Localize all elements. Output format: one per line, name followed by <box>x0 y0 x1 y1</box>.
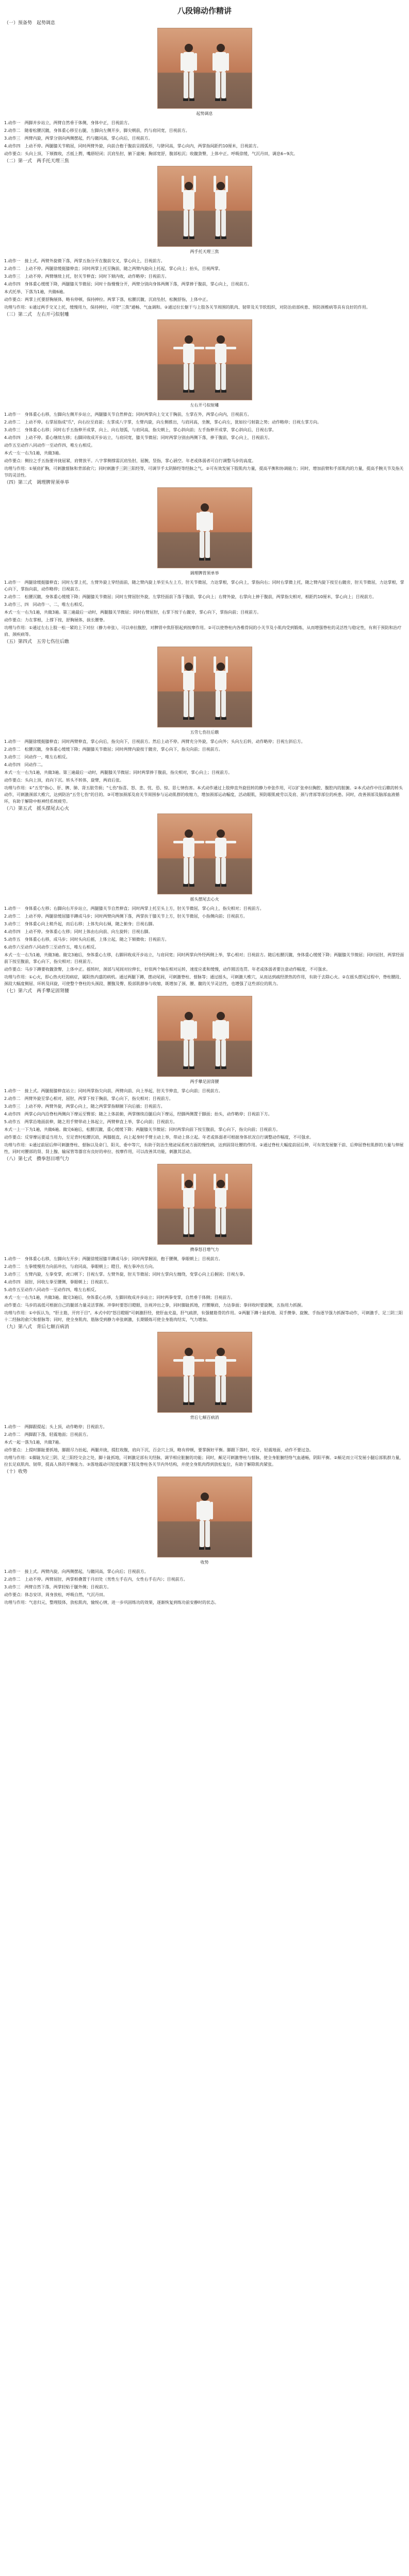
paragraph: 动作要点：上提时脚趾要抓地，脚跟尽力抬起，两腿并拢，提肛收腹，肩向下沉，百会穴上顶，略有停顿，要掌握好平衡。脚跟下落时，咬牙，轻震地面，动作不要过急。 <box>4 1448 314 1452</box>
paragraph: 功理与作用：①"五劳"指心、肝、脾、肺、肾五脏劳损；"七伤"指喜、怒、悲、忧、恐、惊、思七情伤害。本式动作通过上肢伸直外旋扭转的静力牵张作用，可以扩张牵拉胸腔、腹腔内的脏腑。②本式动作中往后瞧的转头动作，可刺激颈部大椎穴，达到防治"五劳七伤"的目的。③可增加颈部及肩关节周围参与运动肌群的收缩力，增加颈部运动幅度，活动眼肌，预防眼肌疲劳以及肩、颈与背部等部位的疾患。同时，改善颈部及脑部血液循环，有助于解除中枢神经系统疲劳。 <box>4 786 403 804</box>
paragraph: 功理与作用：①中医认为，"肝主筋，开窍于目"。本式中的"怒目瞪眼"可刺激肝经，使肝血充盈，肝气疏泄，有强健筋骨的作用。②两腿下蹲十趾抓地、双手攒拳、旋腕、手指逐节强力抓握等动作，可刺激手、足三阴三阳十二经脉的俞穴和督脉等；同时，使全身肌肉、筋脉受到静力牵张刺激，长期锻炼可使全身筋肉结实，气力增加。 <box>4 1311 403 1322</box>
paragraph: 3.动作三 身体重心右移；同时右手五指伸开成掌，向上、向右划弧，与肩同高，指尖朝上，掌心斜向前；左手指伸开成掌，掌心斜向后，目视右掌。 <box>4 428 276 432</box>
section-heading: （九）第八式 背后七颠百病消 <box>4 1325 70 1330</box>
article-content <box>4 20 405 1606</box>
paragraph: 5.动作五 两掌沿地面前伸，随之用手臂带动上体起立，两臂伸直上举，掌心向前；目视前方。 <box>4 1120 177 1124</box>
section-heading: （六）第五式 摇头摆尾去心火 <box>4 806 70 811</box>
paragraph: 2.动作二 上动不停。两臂屈肘，两掌相叠置于丹田处（男性左手在内，女性右手在内）；目视前方。 <box>4 1577 188 1582</box>
section-heading: （七）第六式 两手攀足固肾腰 <box>4 989 70 994</box>
photo-caption: 起势调息 <box>196 111 213 116</box>
paragraph: 动作要点：力在掌根，上撑下按，舒胸展体，拔长腰脊。 <box>4 618 107 622</box>
demonstration-photo <box>157 814 252 894</box>
paragraph: 本式一左一右为1遍，共做3遍。做完3遍后，身体重心左移，右脚回收成开步站立，与肩同宽；同时两掌向外经两侧上举，掌心相对；目视前方。随后松腰沉髋，身体重心缓缓下降；两腿膝关节微屈；同时屈肘，两掌经面前下按至腹前，掌心向下，指尖相对；目视前方。 <box>4 953 404 964</box>
section-s4 <box>4 639 405 805</box>
paragraph: 2.动作二 左拳缓慢用力向前冲出，与肩同高，拳眼朝上；瞪目，视左拳冲出方向。 <box>4 1264 157 1269</box>
photo-caption: 五劳七伤往后瞧 <box>190 730 219 735</box>
paragraph: 1.动作一 身体重心左移；右脚向右开步站立，两腿膝关节自然伸直；同时两掌上托至头上方，肘关节微屈，掌心向上，指尖相对；目视前方。 <box>4 906 264 911</box>
demonstration-photo <box>157 319 252 400</box>
paragraph: 4.动作四 上动不停。重心继续左移；右脚回收成开步站立，与肩同宽，膝关节微屈；同时两掌分别由两侧下落，捧于腹前，掌心向上，目视前方。 <box>4 435 272 440</box>
photo-container <box>4 814 405 894</box>
photo-caption: 左右开弓似射雕 <box>190 403 219 408</box>
paragraph: 功理与作用：气息归元，整理肢体，放松肌肉，愉悦心情，进一步巩固练功的效果，逐渐恢复到练功前安静时的状态。 <box>4 1600 219 1605</box>
paragraph: 动作要点：马步的高低可根据自己的腿部力量灵活掌握。冲拳时要怒目瞪眼，注视冲出之拳，同时脚趾抓地，拧腰顺肩，力达拳面；拳回收时要旋腕，五指用力抓握。 <box>4 1303 305 1308</box>
paragraph: 本式一上一下为1遍，共做6遍。做完6遍后，松腰沉髋，重心缓缓下降；两腿膝关节微屈；同时两掌向前下按至腹前，掌心向下，指尖向前；目视前方。 <box>4 1127 281 1132</box>
paragraph: 本式一起一落为1遍，共做7遍。 <box>4 1440 63 1445</box>
paragraph: 4.动作四 同动作二。 <box>4 762 45 767</box>
section-s2 <box>4 312 405 479</box>
paragraph: 功理与作用：①通过左右上肢一松一紧的上下对拉（静力牵张），可以牵拉腹腔，对脾胃中焦肝胆起到按摩作用。②可以使脊柱内各椎骨间的小关节及小肌肉受到锻炼，从而增强脊柱的灵活性与稳定性，有利于预防和治疗肩、颈疾病等。 <box>4 625 402 637</box>
section-heading: （四）第三式 调理脾胃须单举 <box>4 480 70 485</box>
paragraph: 1.动作一 身体重心右移，左脚向左开步；两腿徐缓屈膝半蹲成马步；同时两掌握固，抱于腰侧，拳眼朝上；目视前方。 <box>4 1257 223 1261</box>
paragraph: 1.动作一 两脚跟提起；头上顶，动作略停；目视前方。 <box>4 1425 107 1429</box>
article-page <box>0 5 409 2576</box>
paragraph: 3.动作三 身体重心向上稍升起，而后右移；上体先向右倾，随之俯身；目视右脚。 <box>4 922 157 926</box>
paragraph: 2.动作二 上动不停。两腿徐缓挺膝伸直；同时两掌上托至胸前，随之两臂内旋向上托起，掌心向上；抬头，目视两掌。 <box>4 266 223 271</box>
paragraph: 1.动作一 两脚并步站立，两臂自然垂于体侧，身体中正，目视前方。 <box>4 121 132 125</box>
paragraph: 功理与作用：①脚趾为足三阴、足三阳经交会之处，脚十趾抓地，可刺激足部有关经脉，调节相应脏腑的功能；同时，颠足可刺激脊柱与督脉，使全身脏腑经络气血通畅，阴阳平衡。②颠足而立可发展小腿后部肌群力量，拉长足底肌肉、韧带，提高人体的平衡能力。③落地震动可轻度刺激下肢及脊柱各关节内外结构，并使全身肌肉得到放松复位，有助于解除肌肉紧张。 <box>4 1455 404 1467</box>
paragraph: 4.动作四 身体重心缓缓下降，两腿膝关节微屈；同时十指慢慢分开，两臂分别向身体两侧下落，两掌捧于腹前，掌心向上，目视前方。 <box>4 282 252 286</box>
paragraph: 动作要点：侧拉之手五指要并拢屈紧，肩臂放平。八字掌侧撑需沉肩坠肘，屈腕，竖指，掌心涵空。年老或体弱者可自行调整马步的高度。 <box>4 459 256 463</box>
paragraph: 3.动作三 两臂自然下落，两掌轻贴于腿外侧；目视前方。 <box>4 1585 111 1589</box>
paragraph: 本式一左一右为1遍，共做3遍。第三遍最后一动时，两腿膝关节微屈；同时右臂屈肘，右掌下按于右髋旁，掌心向下，掌指向前；目视前方。 <box>4 610 261 615</box>
paragraph: 5.动作五 身体重心右移，成马步；同时头向后摇，上体立起，随之下颏微收；目视前方。 <box>4 937 169 942</box>
section-s1 <box>4 158 405 311</box>
paragraph: 1.动作一 两腿徐缓挺膝伸直；同时两臂伸直，掌心向后，指尖向下，目视前方。然后上动不停。两臂充分外旋，掌心向外；头向左后转，动作略停；目视左斜后方。 <box>4 739 305 744</box>
paragraph: 功理与作用：①心火，即心热火旺的病症，属阳热内盛的病机。通过两腿下蹲，摆动尾闾，可刺激脊柱、督脉等；通过摇头，可刺激大椎穴，从而达到疏经泄热的作用，有助于去除心火。②在摇头摆尾过程中，脊柱腰段、颈段大幅度侧屈、环转及回旋，可使整个脊柱的头颈段、腰腹及臀、股部肌群参与收缩，既增加了颈、腰、髋的关节灵活性，也增强了这些部位的肌力。 <box>4 975 404 986</box>
photo-container <box>4 996 405 1077</box>
paragraph: 1.动作一 接上式。两臂外旋微下落，两掌五指分开在腹前交叉，掌心向上，目视前方。 <box>4 259 165 263</box>
photo-container <box>4 319 405 400</box>
paragraph: 2.动作二 松腰沉髋，身体重心缓缓下降；两腿膝关节微屈；同时左臂屈肘外旋，左掌经面前下落于腹前，掌心向上；右臂外旋，右掌向上捧于腹前，两掌指尖相对，相距约10厘米，掌心向上；目视前方。 <box>4 595 377 599</box>
paragraph: 3.动作三 两臂内旋，两掌分别向两侧摆起，约与髋同高，掌心向后，目视前方。 <box>4 136 153 141</box>
section-heading: （八）第七式 攒拳怒目增气力 <box>4 1157 70 1162</box>
demonstration-photo <box>157 647 252 727</box>
section-s9 <box>4 1469 405 1606</box>
section-s7 <box>4 1156 405 1323</box>
paragraph: 动作要点：马步下蹲要收髋敛臀，上体中正。摇转时，颈部与尾闾对拉伸长，好似两个轴在相对运转，速度应柔和缓慢，动作圆活连贯。年老或体弱者要注意动作幅度，不可强求。 <box>4 967 330 972</box>
demonstration-photo <box>157 1164 252 1245</box>
paragraph: 2.动作二 两脚跟下落，轻震地面；目视前方。 <box>4 1432 91 1437</box>
section-s0 <box>4 20 405 157</box>
paragraph: 2.动作二 上动不停。右掌屈指成"爪"，向右拉至肩前；左掌成八字掌，左臂内旋，向左侧推出，与肩同高，坐腕，掌心向左，犹如拉弓射箭之势；动作略停；目视左掌方向。 <box>4 420 321 425</box>
demonstration-photo <box>157 487 252 568</box>
paragraph: 6.动作六至动作八同动作三至动作五，唯左右相反。 <box>4 945 99 950</box>
section-s6 <box>4 988 405 1155</box>
demonstration-photo <box>157 996 252 1077</box>
paragraph: 4.动作四 两掌心向内沿脊柱两侧向下摩运至臀部；随之上体前俯，两掌继续沿腿后向下摩运，经脚两侧置于脚面；抬头，动作略停；目视前下方。 <box>4 1112 272 1116</box>
paragraph: 功理与作用：①通过两手交叉上托，缓慢用力，保持抻拉，可使"三焦"通畅、气血调和。②通过拉长躯干与上肢各关节周围的肌肉、韧带及关节软组织，对防治肩部疾患、预防颈椎病等具有良好的作用。 <box>4 305 370 310</box>
paragraph: 1.动作一 接上式。两腿挺膝伸直站立；同时两掌指尖向前，两臂向前、向上举起，肘关节伸直，掌心向前；目视前方。 <box>4 1089 223 1093</box>
photo-caption: 收势 <box>200 1560 209 1565</box>
section-s5 <box>4 806 405 987</box>
photo-container <box>4 647 405 727</box>
paragraph: 3.动作三 上动不停。两臂继续上托，肘关节伸直；同时下颏内收，动作略停；目视前方。 <box>4 274 169 279</box>
photo-container <box>4 487 405 568</box>
paragraph: 功理与作用：①通过前屈后伸可刺激脊柱、督脉以及命门、阳关、委中等穴，有助于防治生殖泌尿系统方面的慢性病，达到固肾壮腰的作用。②通过脊柱大幅度前屈后伸，可有效发展躯干前、后伸屈脊柱肌群的力量与伸展性，同时对腰部的肾、肾上腺、输尿管等器官有良好的牵拉、按摩作用，可以改善其功能，刺激其活动。 <box>4 1143 404 1154</box>
section-heading: （二）第一式 两手托天理三焦 <box>4 159 70 164</box>
paragraph: 动作要点：头向上顶，肩向下沉。转头不转体，旋臂，两肩后张。 <box>4 778 124 783</box>
paragraph: 1.动作一 接上式。两臂内旋，向两侧摆起，与髋同高，掌心向后；目视前方。 <box>4 1569 149 1574</box>
paragraph: 3.动作三 同动作一，唯左右相反。 <box>4 755 70 759</box>
photo-caption: 攒拳怒目增气力 <box>190 1247 219 1252</box>
paragraph: 3.动作三、四 同动作一、二，唯左右相反。 <box>4 602 87 607</box>
paragraph: 2.动作二 随着松腰沉髋，身体重心移至右腿，左脚向左侧开步，脚尖朝前，约与肩同宽，目视前方。 <box>4 128 190 133</box>
photo-container <box>4 28 405 109</box>
photo-caption: 摇头摆尾去心火 <box>190 897 219 902</box>
paragraph: 2.动作二 上动不停。两腿徐缓屈膝半蹲成马步；同时两臂向两侧下落，两掌扶于膝关节上方，肘关节微屈，小指侧向前；目视前方。 <box>4 914 248 919</box>
paragraph: 本式一左一右为1遍，共做3遍。 <box>4 451 63 455</box>
section-heading: （一）预备势 起势调息 <box>4 21 56 26</box>
photo-caption: 两手攀足固肾腰 <box>190 1079 219 1084</box>
paragraph: 3.动作三 上动不停。两臂外旋，两掌心向上，随之两掌掌指顺腋下向后插；目视前方。 <box>4 1104 165 1109</box>
paragraph: 2.动作二 两臂外旋至掌心相对，屈肘，两掌下按于胸前，掌心向下，指尖相对；目视前方。 <box>4 1096 173 1101</box>
paragraph: 4.动作四 上动不停。两腿膝关节稍屈，同时两臂外旋，向前合抱于腹前呈圆弧形，与脐同高，掌心向内，两掌指间距约10厘米，目视前方。 <box>4 144 261 148</box>
paragraph: 4.动作四 上动不停。身体重心左移；同时上体由右向前、向左旋转；目视右脚。 <box>4 929 153 934</box>
photo-container <box>4 1164 405 1245</box>
photo-container <box>4 1477 405 1557</box>
paragraph: 1.动作一 两腿徐缓挺膝伸直；同时左掌上托，左臂外旋上穿经面前，随之臂内旋上举至头左上方，肘关节微屈，力达掌根，掌心向上，掌指向右；同时右掌微上托，随之臂内旋下按至右髋旁，肘关节微屈，力达掌根，掌心向下，掌指向前，动作略停；目视前方。 <box>4 580 404 591</box>
section-heading: （十）收势 <box>4 1469 28 1475</box>
paragraph: 4.动作四 屈肘，回收左拳至腰侧，拳眼朝上；目视前方。 <box>4 1280 111 1284</box>
paragraph: 本式一左一右为1遍，共做3遍。做完3遍后，身体重心右移，左脚回收成并步站立；同时两拳变掌，自然垂于体侧；目视前方。 <box>4 1295 235 1300</box>
paragraph: 5.动作五至动作八同动作一至动作四，唯左右相反。 <box>4 1287 99 1292</box>
photo-container <box>4 166 405 247</box>
photo-caption: 两手托天理三焦 <box>190 249 219 254</box>
paragraph: 本式托举、下落为1遍，共做6遍。 <box>4 290 68 294</box>
section-s8 <box>4 1324 405 1468</box>
paragraph: 动作要点：体态安详，周身放松，呼吸自然，气沉丹田。 <box>4 1592 107 1597</box>
section-heading: （三）第二式 左右开弓似射雕 <box>4 312 70 317</box>
paragraph: 1.动作一 身体重心右移，左脚向左侧开步站立，两腿膝关节自然伸直；同时两掌向上交叉于胸前，左掌在外，两掌心向内，目视前方。 <box>4 412 252 417</box>
paragraph: 2.动作二 松腰沉髋，身体重心缓缓下降；两腿膝关节微屈；同时两臂内旋按于髋旁，掌心向下，指尖向前；目视前方。 <box>4 747 223 752</box>
demonstration-photo <box>157 166 252 247</box>
photo-caption: 调理脾胃须单举 <box>190 571 219 575</box>
photo-caption: 背后七颠百病消 <box>190 1415 219 1420</box>
paragraph: 动作要点：反穿摩运要适当用力，至足背时松腰沉肩，两膝挺直，向上起身时手臂主动上举，带动上体立起。年老或体弱者可根据身体状况自行调整动作幅度，不可强求。 <box>4 1135 314 1140</box>
demonstration-photo <box>157 1332 252 1413</box>
section-s3 <box>4 480 405 638</box>
paragraph: 动作要点：两掌上托要舒胸展体，略有停顿，保持抻拉。两掌下落，松腰沉髋，沉肩坠肘，松腕舒指，上体中正。 <box>4 297 210 302</box>
paragraph: 功理与作用：①展肩扩胸，可刺激督脉和背部俞穴；同时刺激手三阴三阳经等，可调节手太阴肺经等经脉之气。②可有效发展下肢肌肉力量，提高平衡和协调能力；同时，增加前臂和手部肌肉的力量，提高手腕关节及指关节的灵活性。 <box>4 466 404 478</box>
paragraph: 动作要点：头向上顶，下颏微收，舌抵上腭，嘴唇轻闭；沉肩坠肘，腋下虚掩；胸部宽舒，腹部松沉；收髋敛臀，上体中正。呼吸徐缓，气沉丹田，调息6~9次。 <box>4 151 298 156</box>
demonstration-photo <box>157 28 252 109</box>
demonstration-photo <box>157 1477 252 1557</box>
paragraph: 动作五至动作八同动作一至动作四，唯左右相反。 <box>4 443 95 448</box>
section-heading: （五）第四式 五劳七伤往后瞧 <box>4 639 70 645</box>
page-title: 八段锦动作精讲 <box>177 6 232 15</box>
paragraph: 3.动作三 左臂内旋，左拳变掌，虎口朝下；目视左掌。左臂外旋，肘关节微屈；同时左掌向左缠绕，变掌心向上后握固；目视左拳。 <box>4 1272 248 1277</box>
paragraph: 本式一左一右为1遍，共做3遍。第三遍最后一动时，两腿膝关节微屈；同时两掌捧于腹前，指尖相对，掌心向上；目视前方。 <box>4 770 233 775</box>
photo-container <box>4 1332 405 1413</box>
